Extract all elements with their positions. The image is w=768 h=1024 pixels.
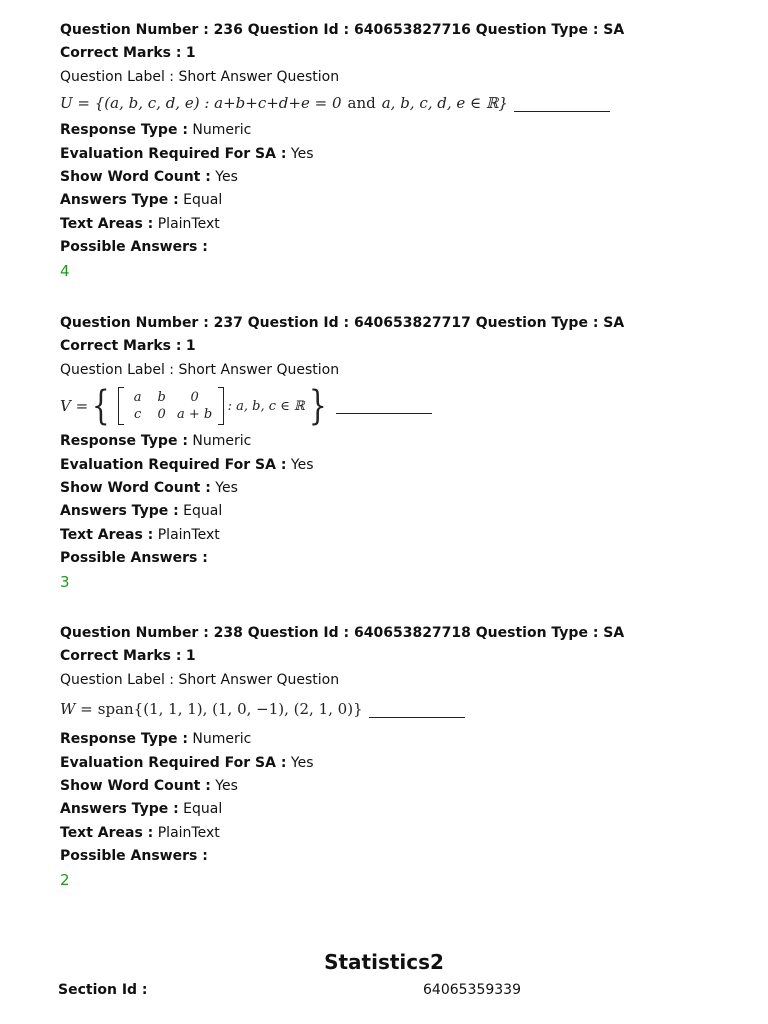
matrix-cell: a + b <box>177 407 213 423</box>
math-lhs: V = <box>60 397 89 416</box>
correct-marks-value: 1 <box>185 45 196 62</box>
question-label-row <box>60 669 720 692</box>
word-count-label: Show Word Count : <box>60 777 211 794</box>
text-areas-label: Text Areas : <box>60 526 154 543</box>
word-count-row <box>60 477 720 500</box>
response-type-value: Numeric <box>192 433 252 450</box>
question-header: Question Number : 236 Question Id : 640653827716 Question Type : SA <box>60 22 625 38</box>
evaluation-row <box>60 752 720 775</box>
matrix-cell: c <box>133 407 142 423</box>
matrix-cell: 0 <box>157 407 166 423</box>
text-areas-row <box>60 822 720 845</box>
text-areas-value: PlainText <box>157 215 220 232</box>
section-title: Statistics2 <box>324 950 444 974</box>
text-areas-label: Text Areas : <box>60 215 154 232</box>
response-type-label: Response Type : <box>60 433 188 450</box>
question-label-row <box>60 359 720 382</box>
correct-marks-label: Correct Marks : <box>60 45 182 62</box>
left-brace: { <box>91 383 110 430</box>
answer-blank <box>514 97 610 112</box>
question-block-236 <box>60 19 720 283</box>
answers-type-value: Equal <box>183 503 223 520</box>
word-count-label: Show Word Count : <box>60 168 211 185</box>
question-label-label: Question Label : <box>60 361 175 378</box>
response-type-row <box>60 430 720 453</box>
correct-marks-value: 1 <box>185 338 196 355</box>
word-count-row <box>60 775 720 798</box>
evaluation-value: Yes <box>290 754 314 771</box>
matrix <box>118 387 224 425</box>
text-areas-value: PlainText <box>157 526 220 543</box>
text-areas-row <box>60 524 720 547</box>
math-rhs: a, b, c, d, e ∈ ℝ} <box>381 94 508 113</box>
evaluation-value: Yes <box>290 456 314 473</box>
correct-marks-row <box>60 335 720 358</box>
word-count-value: Yes <box>215 168 238 185</box>
correct-marks-row <box>60 645 720 668</box>
question-header: Question Number : 238 Question Id : 640653827718 Question Type : SA <box>60 625 625 641</box>
question-label-value: Short Answer Question <box>178 68 340 85</box>
evaluation-label: Evaluation Required For SA : <box>60 456 287 473</box>
answers-type-label: Answers Type : <box>60 503 179 520</box>
question-block-237 <box>60 312 720 594</box>
possible-answers-label: Possible Answers : <box>60 239 208 256</box>
question-label-label: Question Label : <box>60 68 175 85</box>
question-label-value: Short Answer Question <box>178 361 340 378</box>
question-math <box>60 382 720 430</box>
question-label-label: Question Label : <box>60 671 175 688</box>
math-rhs: : a, b, c ∈ ℝ <box>227 398 305 414</box>
response-type-row <box>60 119 720 142</box>
question-math <box>60 89 720 119</box>
correct-marks-label: Correct Marks : <box>60 338 182 355</box>
possible-answers-label: Possible Answers : <box>60 550 208 567</box>
math-lhs: W = <box>60 700 93 719</box>
possible-answer-value: 3 <box>60 572 70 591</box>
correct-marks-label: Correct Marks : <box>60 648 182 665</box>
evaluation-label: Evaluation Required For SA : <box>60 145 287 162</box>
matrix-cell: 0 <box>190 390 199 406</box>
section-id-label: Section Id : <box>58 982 148 998</box>
answer-blank <box>369 703 465 718</box>
correct-marks-row <box>60 42 720 65</box>
matrix-right-bracket <box>218 387 224 425</box>
word-count-value: Yes <box>215 777 238 794</box>
question-math <box>60 692 720 728</box>
question-header: Question Number : 237 Question Id : 640653827717 Question Type : SA <box>60 315 625 331</box>
question-label-value: Short Answer Question <box>178 671 340 688</box>
correct-marks-value: 1 <box>185 648 196 665</box>
word-count-row <box>60 166 720 189</box>
response-type-value: Numeric <box>192 122 252 139</box>
word-count-label: Show Word Count : <box>60 479 211 496</box>
evaluation-label: Evaluation Required For SA : <box>60 754 287 771</box>
right-brace: } <box>308 383 327 430</box>
answers-type-row <box>60 500 720 523</box>
text-areas-value: PlainText <box>157 824 220 841</box>
evaluation-row <box>60 143 720 166</box>
answers-type-label: Answers Type : <box>60 192 179 209</box>
evaluation-value: Yes <box>290 145 314 162</box>
answer-blank <box>336 399 432 414</box>
question-label-row <box>60 66 720 89</box>
answers-type-row <box>60 798 720 821</box>
text-areas-label: Text Areas : <box>60 824 154 841</box>
answers-type-value: Equal <box>183 192 223 209</box>
response-type-label: Response Type : <box>60 122 188 139</box>
matrix-cell: b <box>157 390 166 406</box>
word-count-value: Yes <box>215 479 238 496</box>
answers-type-label: Answers Type : <box>60 801 179 818</box>
text-areas-row <box>60 213 720 236</box>
answers-type-row <box>60 189 720 212</box>
math-and: and <box>347 94 376 113</box>
matrix-cell: a <box>133 390 142 406</box>
possible-answers-label: Possible Answers : <box>60 848 208 865</box>
question-block-238 <box>60 622 720 892</box>
evaluation-row <box>60 454 720 477</box>
math-rhs: span{(1, 1, 1), (1, 0, −1), (2, 1, 0)} <box>97 700 363 719</box>
possible-answer-value: 4 <box>60 261 70 280</box>
response-type-label: Response Type : <box>60 731 188 748</box>
response-type-row <box>60 728 720 751</box>
answers-type-value: Equal <box>183 801 223 818</box>
response-type-value: Numeric <box>192 731 252 748</box>
possible-answer-value: 2 <box>60 870 70 889</box>
section-id-value: 64065359339 <box>423 982 521 998</box>
math-lhs: U = {(a, b, c, d, e) : a+b+c+d+e = 0 <box>60 94 342 113</box>
matrix-cells <box>124 390 218 422</box>
